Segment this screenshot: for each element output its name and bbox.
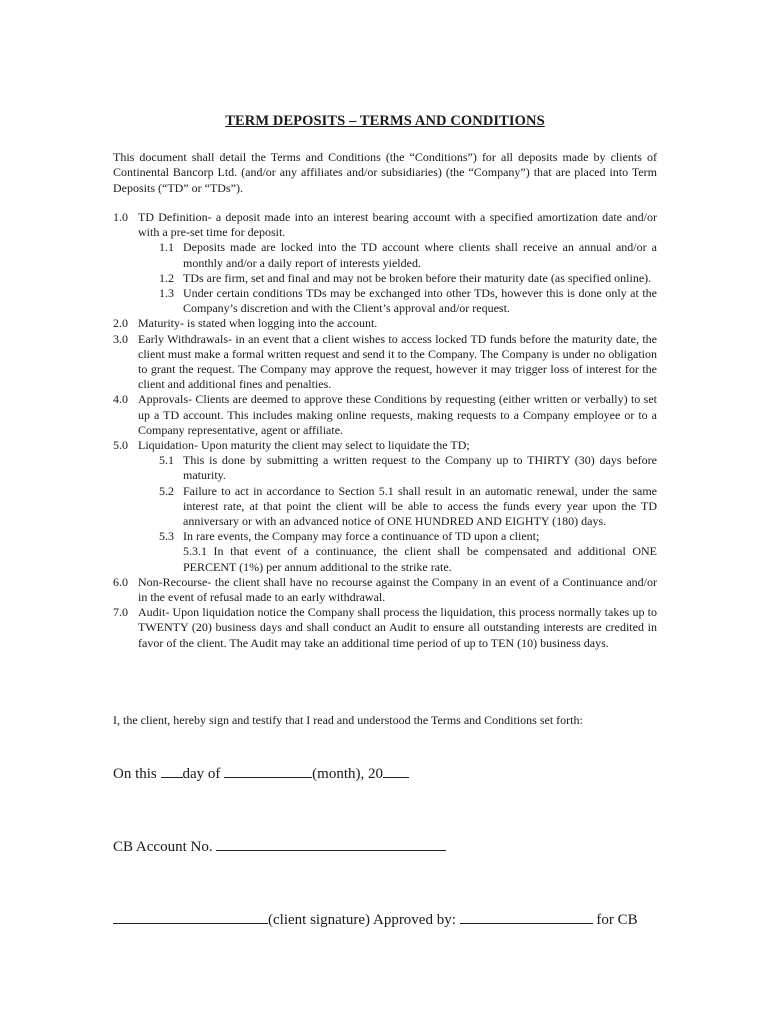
clause-5-1 — [113, 453, 657, 483]
clause-number: 7.0 — [113, 605, 128, 620]
clause-sub-11 — [113, 544, 657, 574]
month-label: (month), 20 — [312, 766, 383, 782]
clause-text: This is done by submitting a written request to the Company up to THIRTY (30) days before maturity. — [183, 453, 657, 483]
clause-1-3 — [113, 286, 657, 316]
clause-1-0 — [113, 210, 657, 240]
clause-text: Approvals- Clients are deemed to approve these Conditions by requesting (either written or verbally) to set up a TD account. This includes making online requests, making requests to a Company employee or to a Company representative, agent or affiliate. — [138, 392, 657, 437]
clause-number: 5.3 — [159, 529, 174, 544]
clause-4-0 — [113, 392, 657, 438]
clause-number: 1.0 — [113, 210, 128, 224]
day-blank[interactable] — [161, 765, 183, 778]
clause-number: 1.3 — [159, 286, 174, 301]
intro-paragraph: This document shall detail the Terms and Conditions (the “Conditions”) for all deposits made by clients of Continental Bancorp Ltd. (and/or any affiliates and/or subsidiaries) (the “Company”) that are placed into Term Deposits (“TD” or “TDs”). — [113, 150, 657, 195]
clause-text: TD Definition- a deposit made into an interest bearing account with a specified amortization date and/or with a pre-set time for deposit. — [138, 210, 657, 240]
clause-5-2 — [113, 484, 657, 530]
date-line — [113, 765, 409, 783]
clause-1-1 — [113, 240, 657, 270]
clause-text: Failure to act in accordance to Section 5.1 shall result in an automatic renewal, under the same interest rate, at that point the client will be able to access the funds every year upon the TD anniversary or with an advanced notice of ONE HUNDRED AND EIGHTY (180) days. — [183, 483, 657, 529]
account-label: CB Account No. — [113, 839, 213, 855]
clause-number: 1.1 — [159, 240, 174, 255]
account-line — [113, 838, 446, 856]
clause-number: 5.2 — [159, 483, 174, 498]
clause-text: In rare events, the Company may force a continuance of TD upon a client; — [183, 529, 540, 544]
client-signature-blank[interactable] — [113, 911, 268, 924]
clause-text: Liquidation- Upon maturity the client may select to liquidate the TD; — [138, 438, 470, 453]
clause-1-2 — [113, 271, 657, 286]
clause-text: Under certain conditions TDs may be exchanged into other TDs, however this is done only at the Company’s discretion and with the Client’s approval and/or request. — [183, 286, 657, 316]
signature-line — [113, 911, 638, 929]
clause-5-3 — [113, 529, 657, 544]
for-cb-label: for CB — [596, 912, 638, 928]
clause-6-0 — [113, 575, 657, 605]
approved-by-label: Approved by: — [372, 912, 456, 928]
day-of-label: day of — [182, 766, 221, 782]
clause-list — [113, 210, 657, 651]
client-signature-label: (client signature) — [268, 912, 371, 928]
document-title: TERM DEPOSITS – TERMS AND CONDITIONS — [225, 113, 545, 129]
clause-number: 6.0 — [113, 574, 128, 589]
clause-text: TDs are firm, set and final and may not be broken before their maturity date (as specified online). — [183, 270, 652, 285]
clause-7-0 — [113, 605, 657, 651]
clause-number: 4.0 — [113, 392, 128, 407]
clause-number: 3.0 — [113, 331, 128, 346]
approver-blank[interactable] — [460, 911, 593, 924]
clause-text: Deposits made are locked into the TD account where clients shall receive an annual and/or a monthly and/or a daily report of interests yielded. — [183, 240, 657, 270]
account-number-blank[interactable] — [216, 838, 446, 851]
clause-3-0 — [113, 332, 657, 393]
clause-text: Audit- Upon liquidation notice the Company shall process the liquidation, this process normally takes up to TWENTY (20) business days and shall conduct an Audit to ensure all outstanding interests are credited in favor of the client. The Audit may take an additional time period of up to TEN (10) business days. — [138, 605, 657, 650]
clause-2-0 — [113, 316, 657, 331]
affirmation-text: I, the client, hereby sign and testify that I read and understood the Terms and Conditions set forth: — [113, 713, 583, 727]
month-blank[interactable] — [224, 765, 312, 778]
clause-5-0 — [113, 438, 657, 453]
year-blank[interactable] — [383, 765, 409, 778]
clause-number: 5.0 — [113, 438, 128, 453]
clause-number: 5.1 — [159, 453, 174, 468]
clause-number: 2.0 — [113, 316, 128, 331]
clause-text: Early Withdrawals- in an event that a client wishes to access locked TD funds before the maturity date, the client must make a formal written request and send it to the Company. The Company is under no obligation to grant the request. The Company may approve the request, however it may trigger loss of interest for the client and additional fines and penalties. — [138, 331, 657, 392]
clause-text: Non-Recourse- the client shall have no recourse against the Company in an event of a Continuance and/or in the event of refusal made to an early withdrawal. — [138, 574, 657, 605]
clause-text: 5.3.1 In that event of a continuance, the client shall be compensated and additional ONE PERCENT (1%) per annum additional to the strike rate. — [183, 544, 657, 574]
date-prefix: On this — [113, 766, 157, 782]
clause-text: Maturity- is stated when logging into the account. — [138, 316, 378, 331]
clause-number: 1.2 — [159, 270, 174, 285]
